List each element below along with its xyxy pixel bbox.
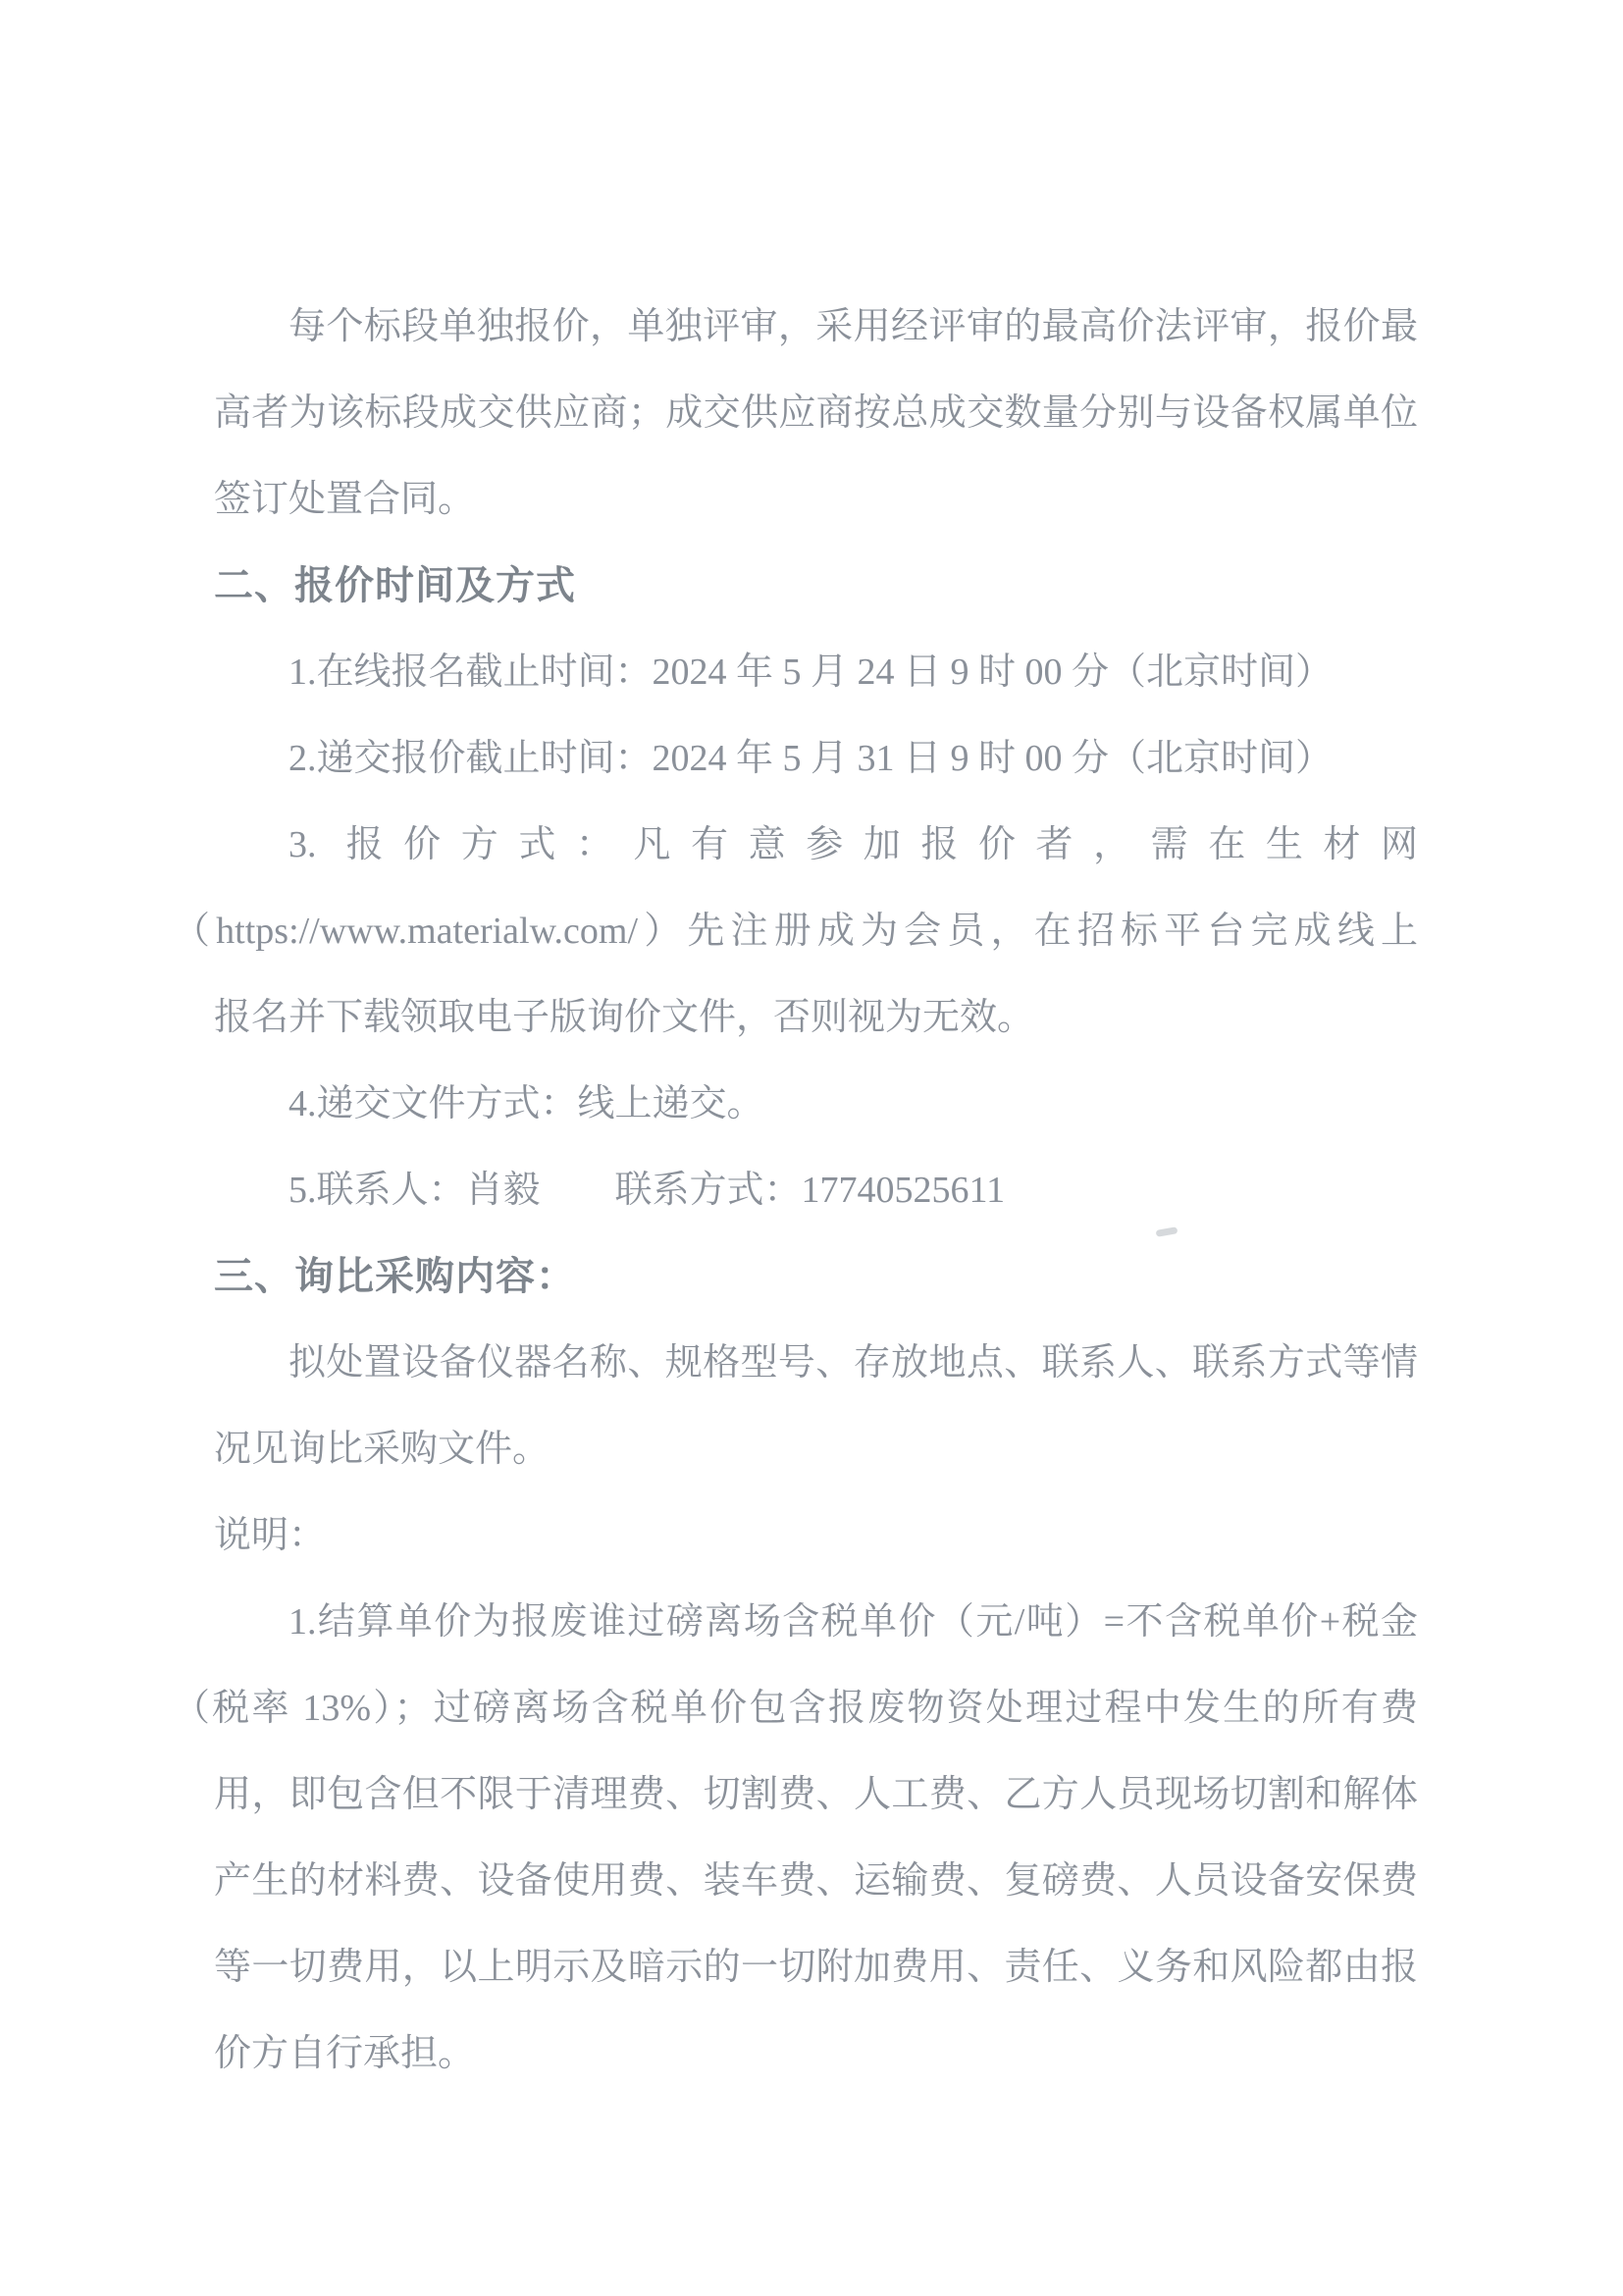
label-notes: 说明：: [214, 1515, 327, 1556]
paragraph-line-1: 每个标段单独报价，单独评审，采用经评审的最高价法评审，报价最: [288, 306, 1418, 347]
note-1-line-3: 用，即包含但不限于清理费、切割费、人工费、乙方人员现场切割和解体: [214, 1774, 1418, 1815]
item-deadline-signup: 1.在线报名截止时间：2024 年 5 月 24 日 9 时 00 分（北京时间）: [288, 652, 1334, 693]
item-deadline-quote: 2.递交报价截止时间：2024 年 5 月 31 日 9 时 00 分（北京时间）: [288, 738, 1334, 779]
note-1-line-1: 1.结算单价为报废谁过磅离场含税单价（元/吨）=不含税单价+税金: [288, 1601, 1418, 1643]
item-quote-method-line-3: 报名并下载领取电子版询价文件，否则视为无效。: [214, 997, 1035, 1038]
note-1-line-2: （税率 13%）；过磅离场含税单价包含报废物资处理过程中发生的所有费: [173, 1688, 1418, 1729]
item-quote-method-line-1: 3. 报价方式：凡有意参加报价者，需在生材网: [288, 824, 1418, 865]
document-content: [173, 284, 1418, 2097]
paragraph-line-3: 签订处置合同。: [214, 479, 476, 520]
paragraph-line-2: 高者为该标段成交供应商；成交供应商按总成交数量分别与设备权属单位: [214, 392, 1418, 434]
heading-section-3: 三、询比采购内容：: [214, 1254, 576, 1298]
note-1-line-4: 产生的材料费、设备使用费、装车费、运输费、复磅费、人员设备安保费: [214, 1860, 1418, 1902]
paragraph-content-line-1: 拟处置设备仪器名称、规格型号、存放地点、联系人、联系方式等情: [288, 1342, 1418, 1383]
item-quote-method-line-2: （https://www.materialw.com/）先注册成为会员，在招标平台完成线上: [173, 911, 1418, 952]
item-submission-method: 4.递交文件方式：线上递交。: [288, 1083, 764, 1124]
note-1-line-5: 等一切费用，以上明示及暗示的一切附加费用、责任、义务和风险都由报: [214, 1947, 1418, 1988]
note-1-line-6: 价方自行承担。: [214, 2033, 476, 2074]
heading-section-2: 二、报价时间及方式: [214, 563, 576, 607]
paragraph-content-line-2: 况见询比采购文件。: [214, 1429, 550, 1470]
item-contact-person: 5.联系人：肖毅 联系方式：17740525611: [288, 1170, 1006, 1211]
